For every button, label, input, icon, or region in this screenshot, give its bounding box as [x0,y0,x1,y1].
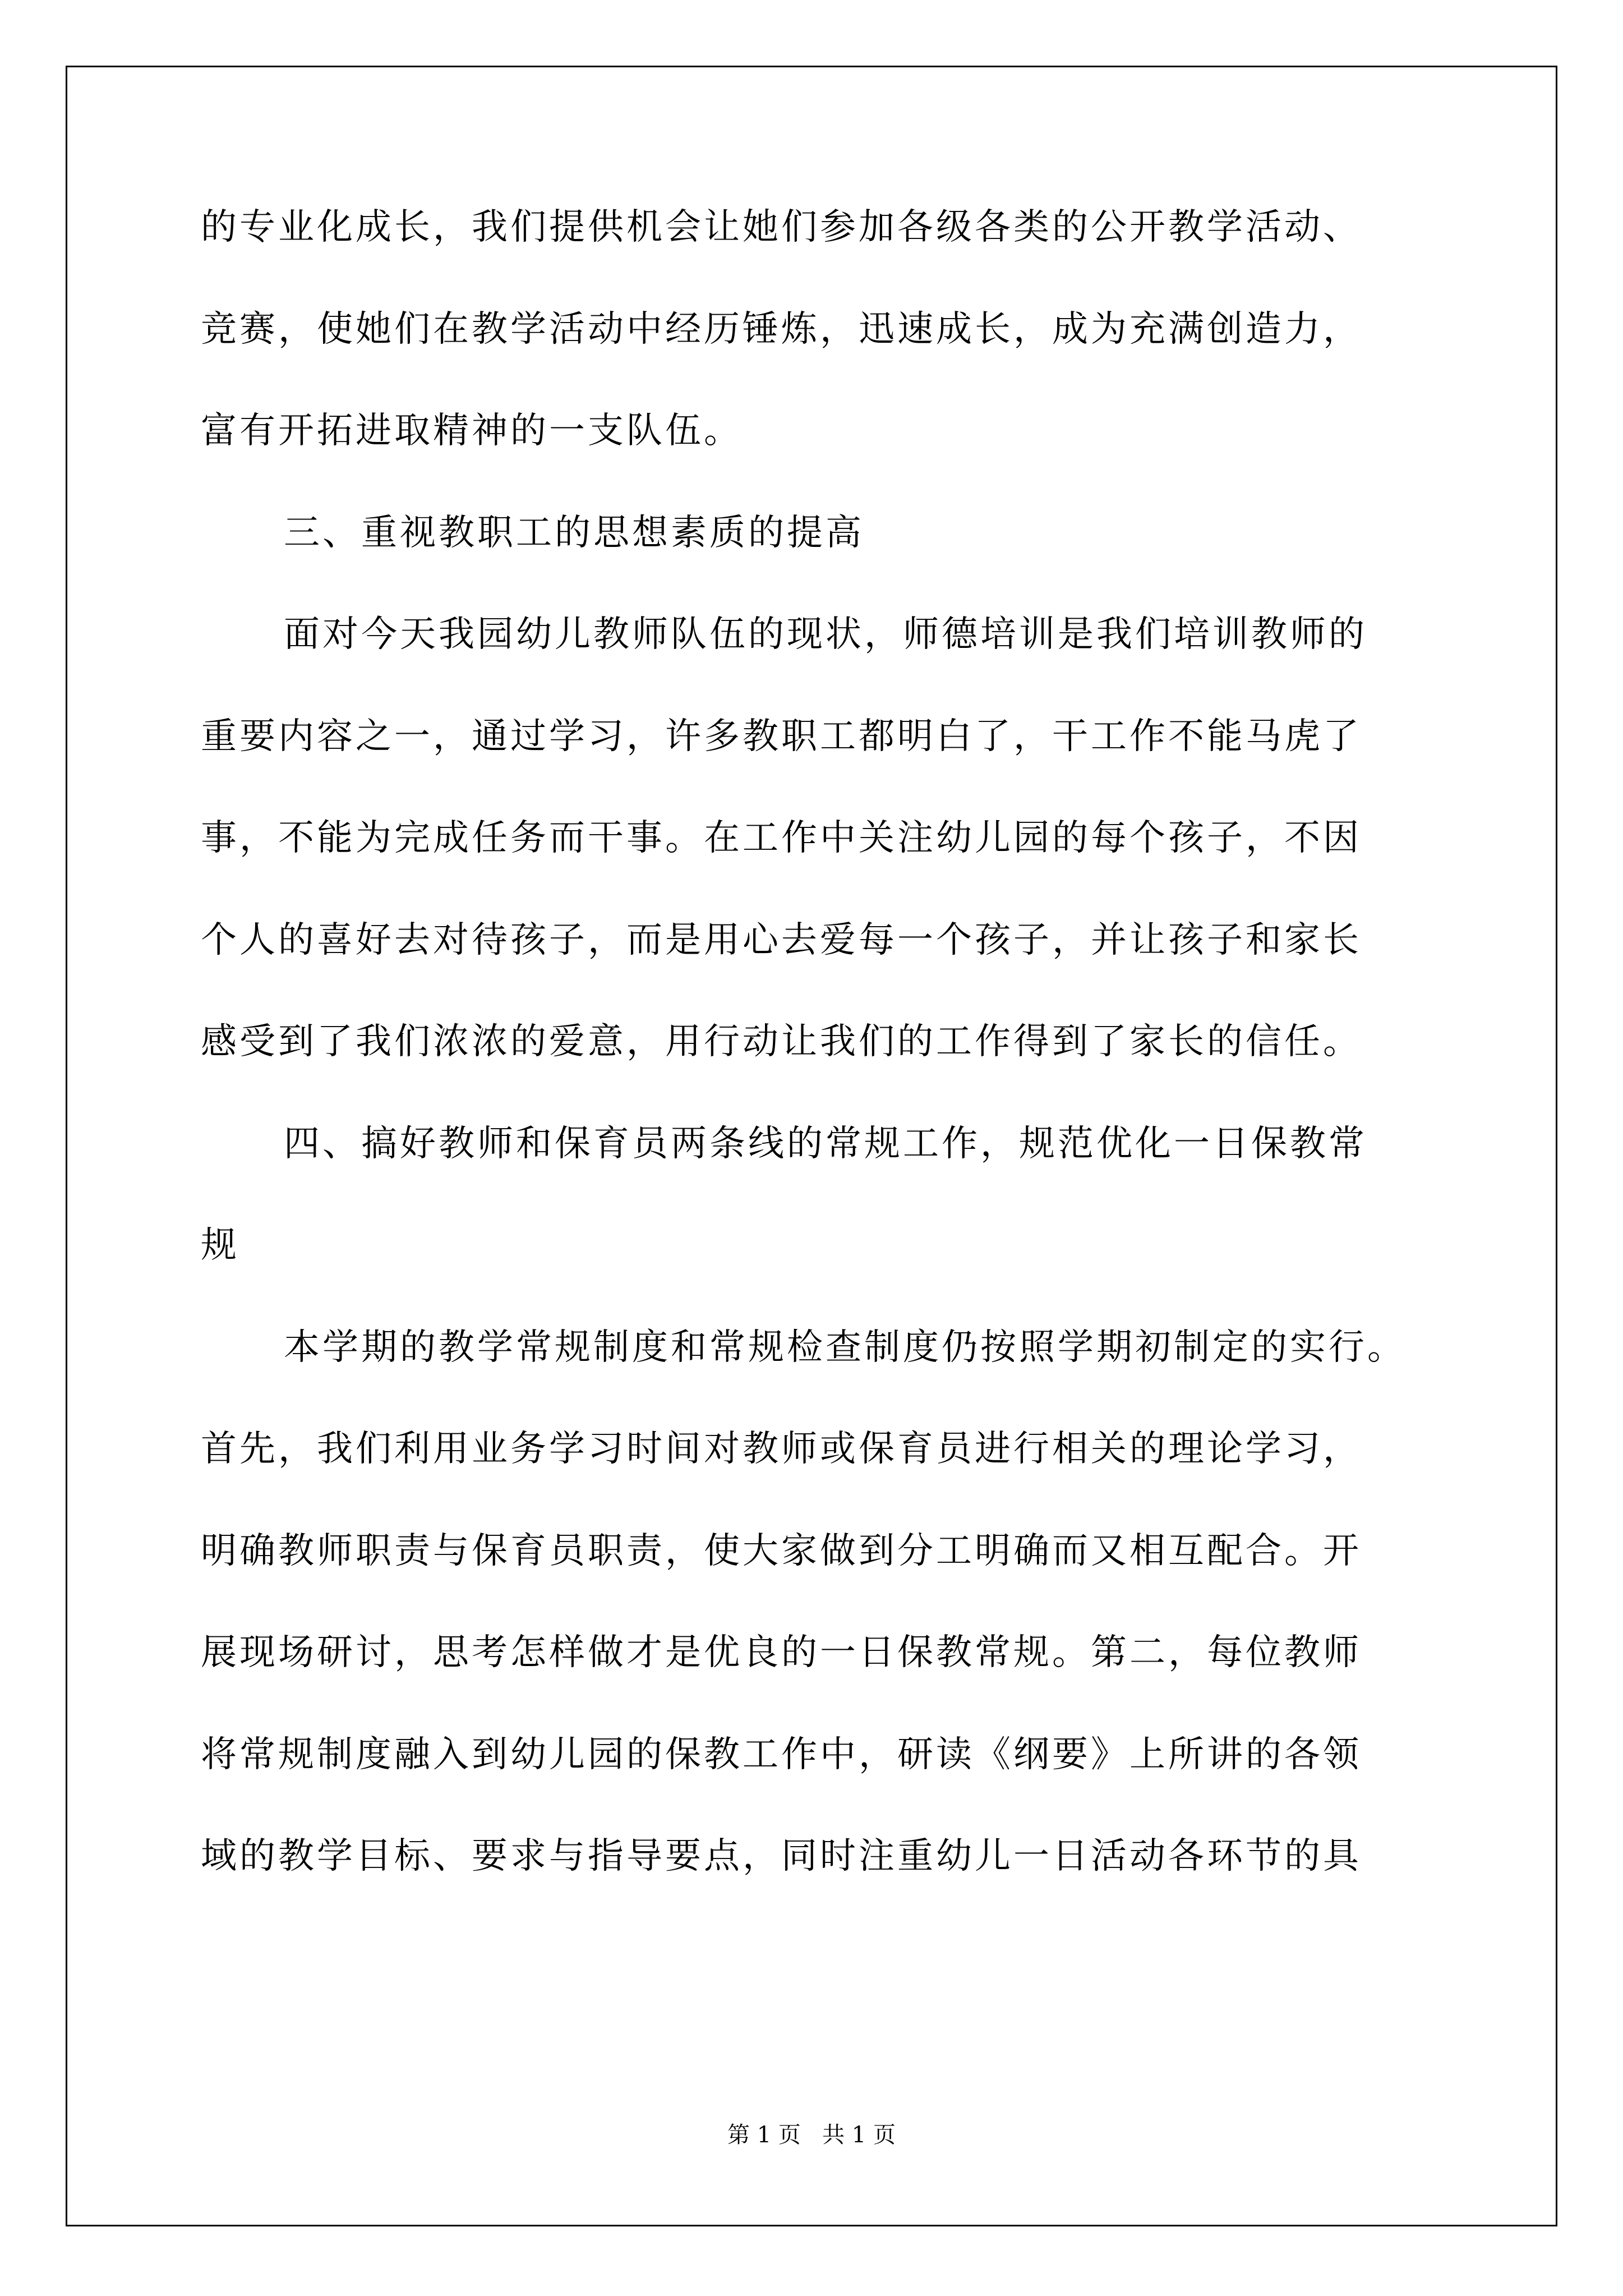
text-line: 将常规制度融入到幼儿园的保教工作中，研读《纲要》上所讲的各领 [201,1734,1362,1775]
page-number-footer: 第 1 页 共 1 页 [727,2122,896,2148]
text-line: 的专业化成长，我们提供机会让她们参加各级各类的公开教学活动、 [201,206,1362,248]
text-line: 面对今天我园幼儿教师队伍的现状，师德培训是我们培训教师的 [284,614,1367,655]
text-line: 竞赛，使她们在教学活动中经历锤炼，迅速成长，成为充满创造力， [201,309,1362,350]
text-line: 展现场研讨，思考怎样做才是优良的一日保教常规。第二，每位教师 [201,1632,1362,1673]
text-line: 感受到了我们浓浓的爱意，用行动让我们的工作得到了家长的信任。 [201,1021,1362,1062]
text-line: 域的教学目标、要求与指导要点，同时注重幼儿一日活动各环节的具 [201,1835,1362,1877]
text-line: 富有开拓进取精神的一支队伍。 [201,410,743,452]
text-line: 首先，我们利用业务学习时间对教师或保育员进行相关的理论学习， [201,1428,1362,1470]
section-heading: 三、重视教职工的思想素质的提高 [284,512,864,554]
text-line: 本学期的教学常规制度和常规检查制度仍按照学期初制定的实行。 [284,1327,1406,1368]
text-line: 个人的喜好去对待孩子，而是用心去爱每一个孩子，并让孩子和家长 [201,919,1362,961]
section-heading: 四、搞好教师和保育员两条线的常规工作，规范优化一日保教常 [284,1123,1367,1165]
section-heading-continued: 规 [201,1225,239,1266]
text-line: 重要内容之一，通过学习，许多教职工都明白了，干工作不能马虎了 [201,716,1362,757]
text-line: 事，不能为完成任务而干事。在工作中关注幼儿园的每个孩子，不因 [201,817,1362,859]
text-line: 明确教师职责与保育员职责，使大家做到分工明确而又相互配合。开 [201,1530,1362,1572]
